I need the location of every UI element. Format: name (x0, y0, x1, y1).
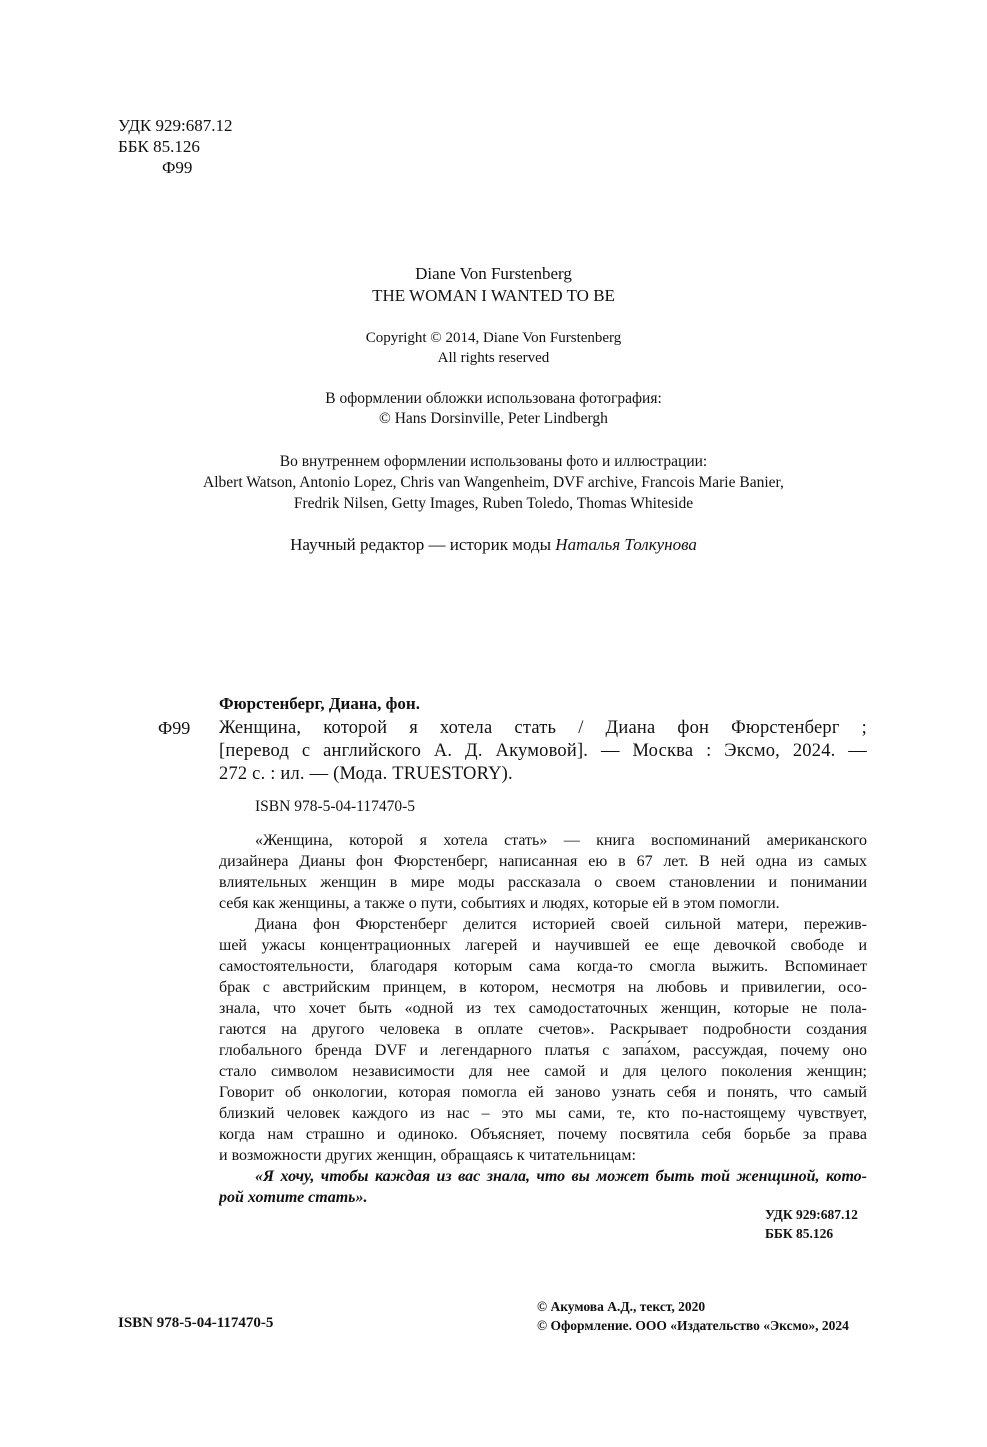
cover-credits (0, 389, 987, 429)
annotation-line: Говорит об онкологии, которая помогла ей заново узнать себя и понять, что самый (219, 1084, 867, 1101)
catalog-author-heading: Фюрстенберг, Диана, фон. (219, 694, 420, 713)
annotation-line: когда нам страшно и одиноко. Объясняет, почему посвятила себя борьбе за права (219, 1126, 867, 1143)
annotation-line: шей ужасы концентрационных лагерей и научившей ее еще девочкой свободе и (219, 937, 867, 954)
annotation-line: знала, что хочет быть «одной из тех самодостаточных женщин, которые не пола- (219, 1000, 867, 1017)
inner-credits-line-2: Albert Watson, Antonio Lopez, Chris van Wangenheim, DVF archive, Francois Marie Banier, (203, 474, 784, 491)
bib-line: Женщина, которой я хотела стать / Диана фон Фюрстенберг ; (219, 718, 867, 738)
annotation-quote: «Я хочу, чтобы каждая из вас знала, что вы может быть той женщиной, кото- (255, 1168, 867, 1185)
annotation-line: самостоятельности, благодаря которым сама когда-то смогла выжить. Вспоминает (219, 958, 867, 975)
original-title: THE WOMAN I WANTED TO BE (372, 286, 615, 305)
bib-line: [перевод с английского А. Д. Акумовой]. — Москва : Эксмо, 2024. — (219, 741, 867, 761)
cover-credits-line-1: В оформлении обложки использована фотография: (325, 390, 662, 407)
classification-index-bottom (765, 1205, 858, 1243)
copyright-line-2: All rights reserved (437, 350, 550, 366)
isbn-bottom: ISBN 978-5-04-117470-5 (118, 1315, 274, 1331)
inner-credits-line-3: Fredrik Nilsen, Getty Images, Ruben Toledo, Thomas Whiteside (293, 495, 694, 512)
copyright-line-1: Copyright © 2014, Diane Von Furstenberg (365, 330, 622, 346)
classification-index-top (118, 115, 232, 178)
udk-code: УДК 929:687.12 (118, 116, 233, 135)
bbk-code: ББК 85.126 (118, 137, 200, 156)
bib-line: 272 с. : ил. — (Мода. TRUESTORY). (219, 764, 513, 784)
original-edition (0, 263, 987, 307)
annotation-line: стало символом независимости для нее самой и для целого поколения женщин; (219, 1063, 867, 1080)
annotation-line: глобального бренда DVF и легендарного платья с запа́хом, рассуждая, почему оно (219, 1042, 867, 1059)
annotation-line: «Женщина, которой я хотела стать» — книга воспоминаний американского (255, 832, 867, 849)
inner-credits (0, 451, 987, 514)
cover-credits-line-2: © Hans Dorsinville, Peter Lindbergh (379, 410, 608, 427)
annotation-line: брак с австрийским принцем, в котором, несмотря на любовь и привилегии, осо- (219, 979, 867, 996)
catalog-author-mark: Ф99 (158, 718, 191, 738)
annotation-line: дизайнера Дианы фон Фюрстенберг, написанная ею в 67 лет. В ней одна из самых (219, 853, 867, 870)
author-mark: Ф99 (162, 158, 193, 177)
translation-copyright: © Акумова А.Д., текст, 2020 (537, 1299, 706, 1314)
catalog-isbn: ISBN 978-5-04-117470-5 (255, 798, 416, 815)
annotation (219, 830, 867, 1208)
bbk-code-bottom: ББК 85.126 (765, 1226, 834, 1241)
edition-copyrights (537, 1297, 849, 1335)
udk-code-bottom: УДК 929:687.12 (765, 1207, 858, 1222)
editor-label: Научный редактор — историк моды (290, 535, 556, 554)
inner-credits-line-1: Во внутреннем оформлении использованы фото и иллюстрации: (279, 453, 708, 470)
annotation-line: близкий человек каждого из нас – это мы сами, те, кто по-настоящему чувствует, (219, 1105, 867, 1122)
annotation-line: Диана фон Фюрстенберг делится историей своей сильной матери, пережив- (255, 916, 867, 933)
annotation-line: влиятельных женщин в мире моды рассказала о своем становлении и понимании (219, 874, 867, 891)
annotation-line: и возможности других женщин, обращаясь к читательницам: (219, 1147, 636, 1164)
original-author: Diane Von Furstenberg (415, 264, 572, 283)
annotation-line: гаются на другого человека в оплате счетов». Раскрывает подробности создания (219, 1021, 867, 1038)
annotation-line: себя как женщины, а также о пути, событиях и людях, которые ей в этом помогли. (219, 895, 780, 912)
bibliographic-description (219, 717, 867, 786)
annotation-quote: рой хотите стать». (219, 1189, 368, 1206)
scientific-editor (0, 534, 987, 556)
original-copyright (0, 328, 987, 368)
editor-name: Наталья Толкунова (555, 535, 697, 554)
design-copyright: © Оформление. ООО «Издательство «Эксмо», 2024 (537, 1318, 849, 1333)
